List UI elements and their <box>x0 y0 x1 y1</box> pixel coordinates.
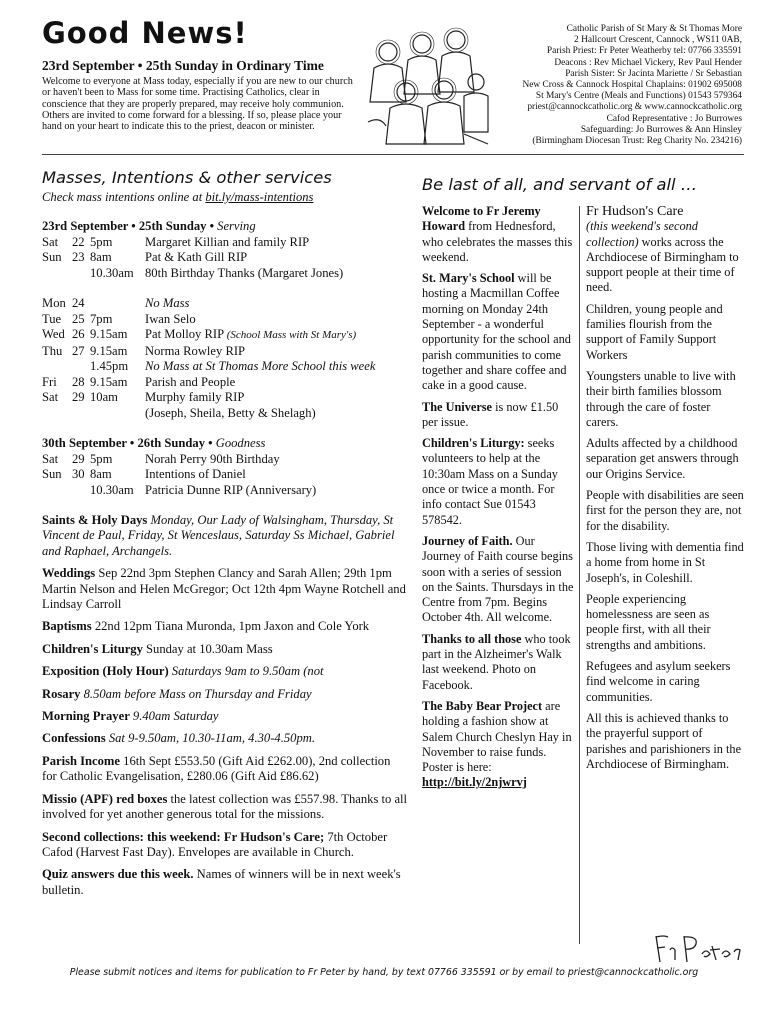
schedule-day: Tue <box>42 311 62 326</box>
schedule-row <box>42 296 408 312</box>
masses-column <box>42 168 408 898</box>
notice-text: Monday, Our Lady of Walsingham, Thursday, St Vincent de Paul, Friday, St Wenceslaus, Saturday Ss Michael, Gabriel and Raphael, Archangels. <box>42 513 395 558</box>
notice-text: Names of winners will be in next week's bulletin. <box>42 867 401 897</box>
notice-text: the latest collection was £557.98. Thanks to all involved for yet another generous total for the missions. <box>42 791 408 822</box>
schedule-row <box>42 235 408 251</box>
news-text: will be hosting a Macmillan Coffee morning on Monday 24th September - a wonderful opportunity for the school and parish communities to come together and share coffee and cake in a good cause. <box>422 271 571 393</box>
news-item <box>422 271 574 393</box>
notice-item <box>42 830 408 861</box>
news-text: who took part in the Alzheimer's Walk last weekend. Photo on Facebook. <box>422 631 571 692</box>
header-divider <box>42 154 744 155</box>
intention-text: 80th Birthday Thanks (Margaret Jones) <box>145 265 344 280</box>
intention-text: Norah Perry 90th Birthday <box>145 451 280 466</box>
schedule-time: 5pm <box>90 234 113 249</box>
notice-item <box>42 619 408 634</box>
intention-text: Parish and People <box>145 374 236 389</box>
notice-text: Sep 22nd 3pm Stephen Clancy and Sarah Allen; 29th 1pm Martin Nelson and Helen McGregor; Oct 12th 4pm Wayne Rotchell and Lindsay Carroll <box>42 566 406 612</box>
masses-heading: Masses, Intentions & other services <box>42 168 332 187</box>
parish-line: (Birmingham Diocesan Trust: Reg Charity No. 234216) <box>532 136 742 147</box>
schedule-date: 22 <box>72 234 85 249</box>
online-prefix: Check mass intentions online at <box>42 190 206 204</box>
hudsons-care-column <box>586 204 744 778</box>
news-label: Children's Liturgy: <box>422 436 525 451</box>
notice-item <box>42 687 408 702</box>
week1-list <box>42 235 408 282</box>
news-item <box>422 699 574 775</box>
mass-schedule <box>42 219 408 498</box>
notice-label: Children's Liturgy <box>42 641 143 656</box>
mass-intentions-link[interactable]: bit.ly/mass-intentions <box>205 190 314 204</box>
schedule-row <box>42 312 408 328</box>
news-item <box>422 632 574 693</box>
notice-label: Confessions <box>42 731 106 746</box>
dateline: 23rd September • 25th Sunday in Ordinary Time <box>42 58 324 73</box>
schedule-intention <box>145 266 408 282</box>
notice-item <box>42 513 408 559</box>
notice-item <box>42 792 408 823</box>
schedule-day: Sat <box>42 390 59 404</box>
intention-text: Pat Molloy RIP <box>145 327 224 341</box>
online-intentions <box>42 190 408 205</box>
schedule-day: Sat <box>42 234 59 249</box>
parish-line: priest@cannockcatholic.org & www.cannockcatholic.org <box>527 102 742 113</box>
week2-list <box>42 296 408 421</box>
parish-line: 2 Hallcourt Crescent, Cannock , WS11 0AB, <box>574 35 742 46</box>
notice-item <box>42 664 408 679</box>
schedule-time <box>90 406 145 422</box>
schedule-intention <box>145 375 408 391</box>
schedule-row <box>42 483 408 499</box>
notice-text: 9.40am Saturday <box>129 709 219 724</box>
notice-label: Baptisms <box>42 619 92 634</box>
schedule-intention <box>145 250 408 266</box>
hudsons-care-intro-text: works across the Archdiocese of Birmingham to support people at their time of need. <box>586 234 739 295</box>
notice-item <box>42 642 408 657</box>
notice-text: 8.50am before Mass on Thursday and Friday <box>80 686 312 701</box>
notice-item <box>42 566 408 612</box>
schedule-time: 10am <box>90 390 118 404</box>
intention-text: Norma Rowley RIP <box>145 343 246 358</box>
schedule-date: 29 <box>72 451 85 466</box>
schedule-intention <box>145 296 408 312</box>
intention-text: Margaret Killian and family RIP <box>145 234 310 249</box>
intention-text: Murphy family RIP <box>145 390 245 404</box>
schedule-row <box>42 452 408 468</box>
week1-header <box>42 219 408 235</box>
parish-contact-info <box>422 24 742 147</box>
news-label: St. Mary's School <box>422 271 515 286</box>
schedule-intention <box>145 452 408 468</box>
notice-label: Rosary <box>42 686 81 701</box>
parish-line: Parish Sister: Sr Jacinta Mariette / Sr Sebastian <box>565 68 742 79</box>
parish-line: Catholic Parish of St Mary & St Thomas More <box>566 24 742 34</box>
schedule-row <box>42 327 408 344</box>
schedule-time: 8am <box>90 467 112 481</box>
footer-note: Please submit notices and items for publication to Fr Peter by hand, by text 07766 335591 or by email to priest@cannockcatholic.org <box>69 967 699 978</box>
week3-header-text: 30th September • 26th Sunday • <box>42 436 216 450</box>
week1-header-text: 23rd September • 25th Sunday • <box>42 219 218 233</box>
news-text: Our Journey of Faith course begins soon with a series of session on the Saints. Thursdays in the Centre from 7pm. Begins October 4th. All welcome. <box>422 533 574 625</box>
schedule-row <box>42 359 408 375</box>
news-column <box>422 204 574 791</box>
baby-bear-poster-link[interactable]: http://bit.ly/2njwrvj <box>422 775 527 790</box>
schedule-intention <box>145 406 408 422</box>
news-label: Thanks to all those <box>422 631 522 646</box>
notice-text: 22nd 12pm Tiana Muronda, 1pm Jaxon and Cole York <box>91 619 370 634</box>
schedule-intention <box>145 359 408 375</box>
hudsons-care-blocks <box>586 302 744 772</box>
schedule-row <box>42 467 408 483</box>
gospel-heading: Be last of all, and servant of all … <box>422 175 697 194</box>
schedule-date: 23 <box>72 250 85 264</box>
hudsons-care-intro <box>586 219 744 295</box>
care-item: All this is achieved thanks to the prayerful support of parishes and parishioners in the Archdiocese of Birmingham. <box>586 710 742 771</box>
news-item <box>422 400 574 431</box>
news-text: from Hednesford, who celebrates the masses this weekend. <box>422 219 573 264</box>
care-item: Those living with dementia find a home from home in St Joseph's, in Coleshill. <box>586 539 744 585</box>
schedule-date <box>72 266 90 282</box>
news-label: The Baby Bear Project <box>422 698 543 713</box>
column-divider <box>579 206 580 944</box>
notice-text: 7th October Cafod (Harvest Fast Day). Envelopes are available in Church. <box>42 829 388 859</box>
schedule-day: Sat <box>42 451 59 466</box>
signature <box>650 928 750 968</box>
schedule-intention <box>145 344 408 360</box>
schedule-date: 28 <box>72 374 85 389</box>
notice-label: Missio (APF) red boxes <box>42 791 168 806</box>
schedule-intention <box>145 467 408 483</box>
intention-text: Intentions of Daniel <box>145 467 246 481</box>
schedule-intention <box>145 483 408 499</box>
schedule-date: 29 <box>72 390 85 404</box>
notice-label: Weddings <box>42 566 96 581</box>
schedule-row <box>42 406 408 422</box>
week3-list <box>42 452 408 499</box>
schedule-day: Fri <box>42 374 57 389</box>
notice-item <box>42 731 408 746</box>
schedule-time: 9.15am <box>90 343 128 358</box>
intention-text: Iwan Selo <box>145 311 196 326</box>
schedule-row <box>42 390 408 406</box>
parish-line: Deacons : Rev Michael Vickery, Rev Paul Hender <box>554 57 742 68</box>
schedule-date <box>72 359 90 375</box>
parish-line: New Cross & Cannock Hospital Chaplains: 01902 695008 <box>522 80 742 91</box>
schedule-date: 30 <box>72 467 85 481</box>
news-item <box>422 534 574 626</box>
news-text: is now £1.50 per issue. <box>422 399 559 429</box>
notice-label: Morning Prayer <box>42 709 130 724</box>
notice-label: Parish Income <box>42 753 121 768</box>
schedule-date <box>72 406 90 422</box>
schedule-day: Mon <box>42 296 66 310</box>
news-label: Welcome to Fr Jeremy Howard <box>422 204 541 234</box>
schedule-time <box>90 296 145 312</box>
bulletin-title: Good News! <box>42 16 248 50</box>
schedule-time: 7pm <box>90 311 113 326</box>
schedule-date: 24 <box>72 296 85 310</box>
schedule-intention <box>145 312 408 328</box>
parish-line: St Mary's Centre (Meals and Functions) 01543 579364 <box>535 91 742 102</box>
intention-text: Pat & Kath Gill RIP <box>145 250 248 264</box>
schedule-date: 26 <box>72 327 85 341</box>
intention-note: (School Mass with St Mary's) <box>226 329 357 341</box>
hudsons-care-title: Fr Hudson's Care <box>586 204 684 219</box>
notice-label: Quiz answers due this week. <box>42 867 194 882</box>
schedule-date: 27 <box>72 343 85 358</box>
care-item: People with disabilities are seen first for the person they are, not for the disability. <box>586 488 744 533</box>
notice-text: Sunday at 10.30am Mass <box>142 641 273 656</box>
notice-item <box>42 709 408 724</box>
schedule-day <box>42 266 72 282</box>
news-label: The Universe <box>422 399 493 414</box>
schedule-row <box>42 266 408 282</box>
parish-line: Parish Priest: Fr Peter Weatherby tel: 07766 335591 <box>546 46 742 57</box>
schedule-row <box>42 344 408 360</box>
schedule-day: Sun <box>42 250 62 264</box>
notice-label: Second collections: this weekend: Fr Hudson's Care; <box>42 829 325 844</box>
schedule-day <box>42 359 72 375</box>
schedule-time: 8am <box>90 250 112 264</box>
week1-theme: Serving <box>217 219 256 233</box>
news-item <box>422 204 574 265</box>
intention-text: Patricia Dunne RIP (Anniversary) <box>145 482 317 497</box>
care-item: Adults affected by a childhood separation get answers through our Origins Service. <box>586 436 739 481</box>
schedule-intention <box>145 390 408 406</box>
care-item: Refugees and asylum seekers find welcome in caring communities. <box>586 659 731 704</box>
parish-line: Safeguarding: Jo Burrowes & Ann Hinsley <box>580 124 742 135</box>
notice-label: Exposition (Holy Hour) <box>42 664 169 679</box>
schedule-date: 25 <box>72 311 85 326</box>
notice-text: Sat 9-9.50am, 10.30-11am, 4.30-4.50pm. <box>105 731 315 746</box>
schedule-time: 9.15am <box>90 374 128 389</box>
care-item: Youngsters unable to live with their birth families blossom through the care of foster carers. <box>586 368 736 429</box>
intention-text: No Mass at St Thomas More School this week <box>145 359 376 373</box>
news-blocks <box>422 204 574 775</box>
intention-text: No Mass <box>145 296 190 310</box>
welcome-text: Welcome to everyone at Mass today, especially if you are new to our church or haven't been to Mass for some time. Practising Catholics, clear in conscience that they are properly prepared, may receive holy communion. Others are invited to come forward for a blessing. If so, please place your hand on your heart to indicate this to the priest, deacon or minister. <box>42 76 353 133</box>
intention-text: (Joseph, Sheila, Betty & Shelagh) <box>145 405 316 420</box>
news-text: are holding a fashion show at Salem Church Cheslyn Hay in November to raise funds. Poster is here: <box>422 698 572 775</box>
news-text: seeks volunteers to help at the 10:30am Mass on a Sunday once or twice a month. For info contact Sue 01543 578542. <box>422 436 558 527</box>
news-label: Journey of Faith. <box>422 533 513 548</box>
schedule-time: 10.30am <box>90 265 134 280</box>
hudsons-care-intro-italic: (this weekend's second collection) <box>586 219 698 249</box>
schedule-day <box>42 406 72 422</box>
notices-list <box>42 513 408 898</box>
notice-text: Saturdays 9am to 9.50am (not <box>168 664 324 679</box>
care-item: People experiencing homelessness are seen as people first, with all their strengths and ambitions. <box>586 591 711 652</box>
notice-label: Saints & Holy Days <box>42 513 148 527</box>
schedule-time: 5pm <box>90 451 113 466</box>
schedule-day: Wed <box>42 327 65 341</box>
notice-item <box>42 867 408 898</box>
schedule-day: Thu <box>42 343 63 358</box>
notice-item <box>42 754 408 785</box>
schedule-time: 9.15am <box>90 327 128 341</box>
parish-line: Cafod Representative : Jo Burrowes <box>606 113 742 124</box>
schedule-time: 1.45pm <box>90 359 129 373</box>
schedule-time: 10.30am <box>90 482 134 497</box>
schedule-row <box>42 250 408 266</box>
schedule-date <box>72 483 90 499</box>
schedule-day: Sun <box>42 467 62 481</box>
care-item: Children, young people and families flourish from the support of Family Support Workers <box>586 301 723 362</box>
schedule-intention <box>145 235 408 251</box>
notice-text: 16th Sept £553.50 (Gift Aid £262.00), 2nd collection for Catholic Evangelisation, £280.06 (Gift Aid £86.62) <box>42 753 391 784</box>
schedule-row <box>42 375 408 391</box>
week3-header <box>42 436 408 452</box>
week3-theme: Goodness <box>215 436 266 450</box>
schedule-intention <box>145 327 408 344</box>
news-item <box>422 436 574 528</box>
schedule-day <box>42 483 72 499</box>
